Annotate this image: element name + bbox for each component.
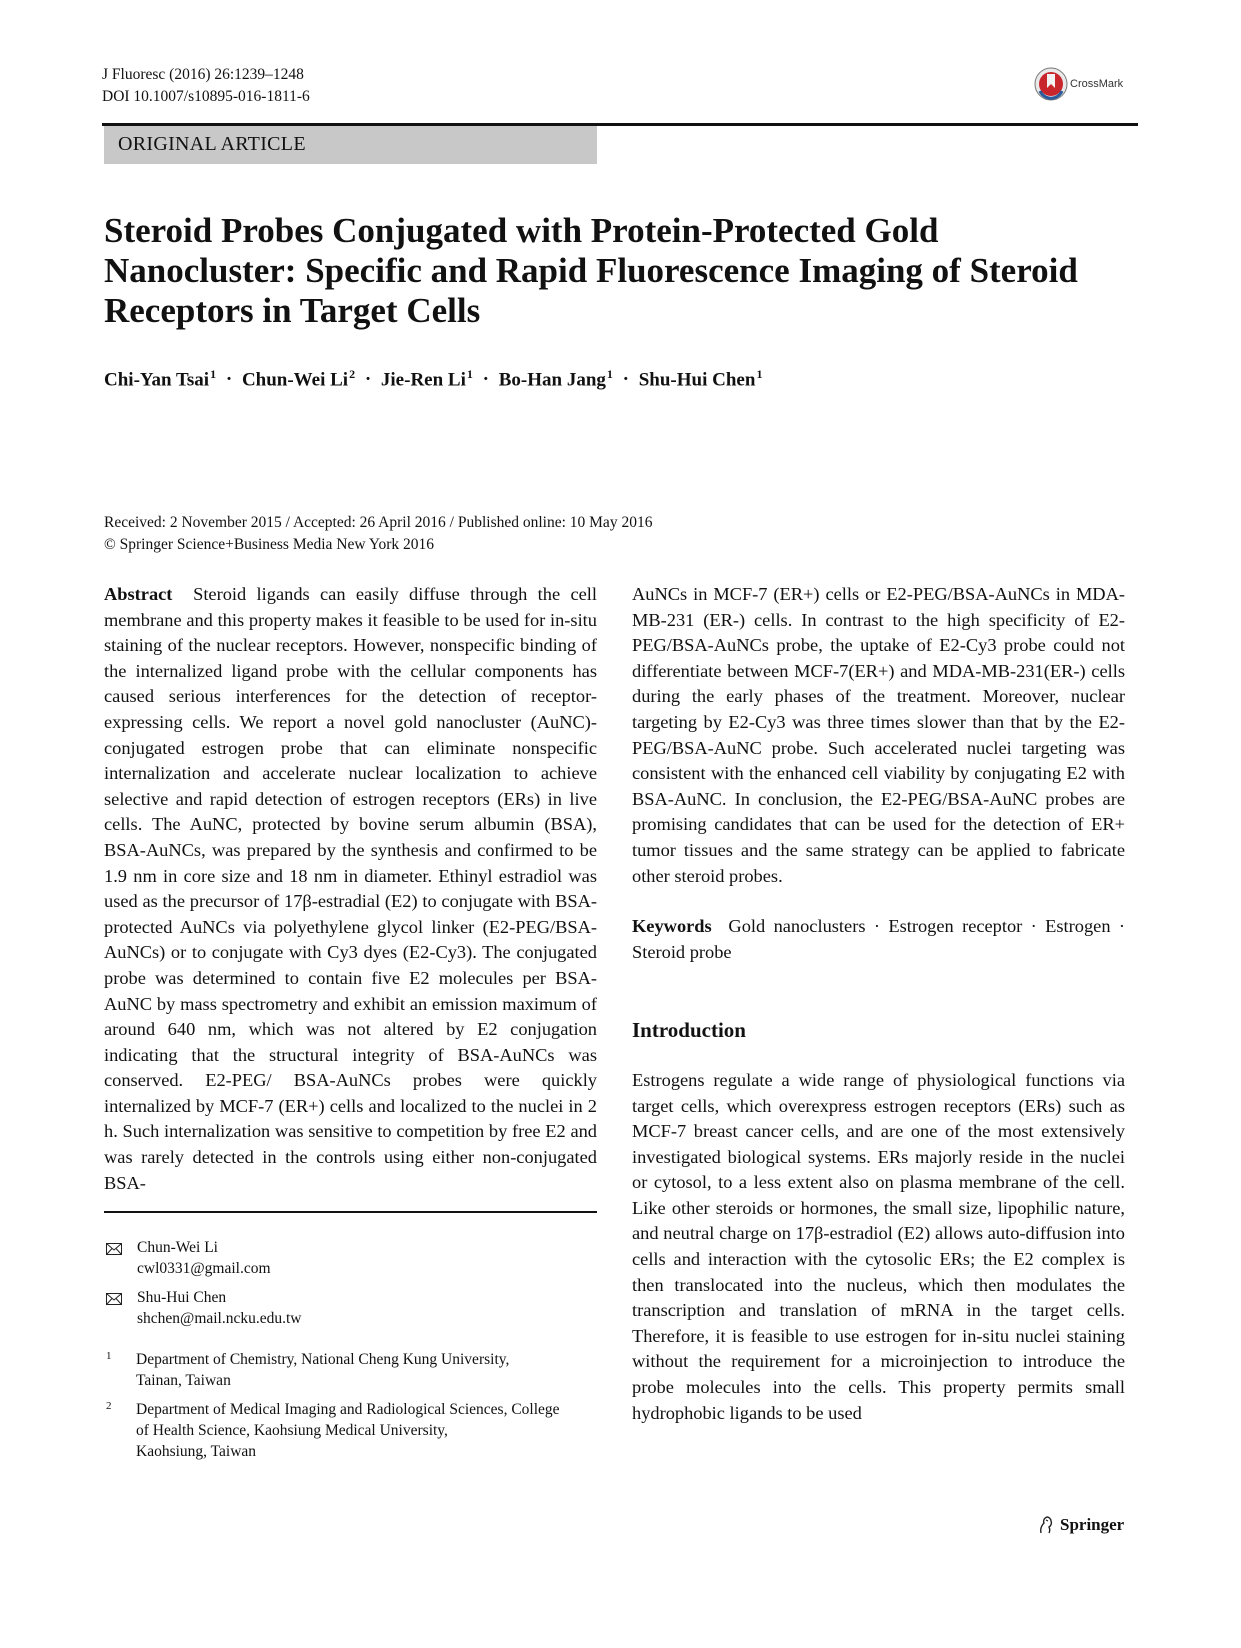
author-name[interactable]: Chun-Wei Li	[241, 369, 349, 391]
author-list	[104, 367, 762, 391]
introduction-heading: Introduction	[632, 1018, 746, 1043]
journal-citation: J Fluoresc (2016) 26:1239–1248	[102, 66, 304, 83]
journal-header	[102, 64, 310, 108]
author-affiliation-mark: 1	[466, 367, 473, 381]
affiliation-number: 2	[106, 1400, 112, 1412]
affiliation-line: Department of Chemistry, National Cheng Kung University,	[136, 1351, 510, 1368]
keywords-paragraph	[632, 914, 1125, 965]
abstract-text: Steroid ligands can easily diffuse through the cell membrane and this property makes it feasible to be used for in-situ staining of the nuclear receptors. However, nonspecific binding of the internalized ligand probe with the cellular components has caused serious interferences for the detection of receptor-expressing cells. We report a novel gold nanocluster (AuNC)-conjugated estrogen probe that can eliminate nonspecific internalization and accelerate nuclear localization to achieve selective and rapid detection of estrogen receptors (ERs) in live cells. The AuNC, protected by bovine serum albumin (BSA), BSA-AuNCs, was prepared by the synthesis and confirmed to be 1.9 nm in core size and 18 nm in diameter. Ethinyl estradiol was used as the precursor of 17β-estradial (E2) to conjugate with BSA-protected AuNCs via polyethylene glycol linker (E2-PEG/BSA-AuNCs) or to conjugate with Cy3 dyes (E2-Cy3). The conjugated probe was determined to contain five E2 molecules per BSA-AuNC by mass spectrometry and exhibit an emission maximum of around 640 nm, which was not altered by E2 conjugation indicating that the structural integrity of BSA-AuNCs was conserved. E2-PEG/ BSA-AuNCs probes were quickly internalized by MCF-7 (ER+) cells and localized to the nuclei in 2 h. Such internalization was sensitive to competition by free E2 and was rarely detected in the controls using either non-conjugated BSA-	[104, 584, 597, 1193]
abstract-heading: Abstract	[104, 584, 173, 604]
author-name[interactable]: Bo-Han Jang	[498, 369, 606, 391]
title-line: Receptors in Target Cells	[104, 291, 481, 330]
affiliation-line: Tainan, Taiwan	[136, 1372, 231, 1389]
springer-logo	[1036, 1515, 1124, 1535]
left-column	[104, 582, 597, 1196]
paper-title	[104, 211, 1134, 331]
publisher-name: Springer	[1060, 1515, 1125, 1534]
contact-name: Chun-Wei Li	[137, 1239, 218, 1256]
contact-email[interactable]: cwl0331@gmail.com	[137, 1260, 271, 1277]
springer-horse-icon	[1036, 1515, 1056, 1535]
affiliation-line: Department of Medical Imaging and Radiological Sciences, College	[136, 1401, 560, 1418]
author-separator: ·	[225, 369, 233, 391]
contact-email[interactable]: shchen@mail.ncku.edu.tw	[137, 1310, 302, 1327]
keywords-list: Gold nanoclusters · Estrogen receptor · Estrogen · Steroid probe	[632, 916, 1126, 962]
author-name[interactable]: Shu-Hui Chen	[638, 369, 756, 391]
author-name[interactable]: Chi-Yan Tsai	[104, 369, 210, 391]
title-line: Nanocluster: Specific and Rapid Fluorescence Imaging of Steroid	[104, 251, 1078, 290]
author-separator: ·	[364, 369, 372, 391]
keywords-heading: Keywords	[632, 916, 712, 937]
crossmark-label: CrossMark	[1070, 78, 1124, 90]
history-dates: Received: 2 November 2015 / Accepted: 26 April 2016 / Published online: 10 May 2016	[104, 514, 653, 531]
publication-dates	[104, 512, 652, 556]
affiliation-line: of Health Science, Kaohsiung Medical University,	[136, 1422, 448, 1439]
affiliation-line: Kaohsiung, Taiwan	[136, 1443, 257, 1460]
contact-name: Shu-Hui Chen	[137, 1289, 227, 1306]
introduction-text: Estrogens regulate a wide range of physiological functions via target cells, which overexpress estrogen receptors (ERs) such as MCF-7 breast cancer cells, and are one of the most extensively investigated biological systems. ERs majorly reside in the nuclei or cytosol, to a less extent also on plasma membrane of the cell. Like other steroids or hormones, the small size, lipophilic nature, and neutral charge on 17β-estradiol (E2) allows auto-diffusion into cells and interaction with the cytosolic ERs; the E2 complex is then translocated into the nucleus, which then modulates the transcription and translation of mRNA in the target cells. Therefore, it is feasible to use estrogen for in-situ nuclei staining without the requirement for a microinjection to introduce the probe molecules into the cells. This property permits small hydrophobic ligands to be used	[632, 1069, 1125, 1423]
envelope-icon	[106, 1287, 137, 1329]
abstract-continued: AuNCs in MCF-7 (ER+) cells or E2-PEG/BSA-AuNCs in MDA-MB-231 (ER-) cells. In contrast to the high specificity of E2-PEG/BSA-AuNCs probe, the uptake of E2-Cy3 probe could not differentiate between MCF-7(ER+) and MDA-MB-231(ER-) cells during the early phases of the treatment. Moreover, nuclear targeting by E2-Cy3 was three times slower than that by the E2-PEG/BSA-AuNC probe. Such accelerated nuclei targeting was consistent with the enhanced cell viability by conjugating E2 with BSA-AuNC. In conclusion, the E2-PEG/BSA-AuNC probes are promising candidates that can be used for the detection of ER+ tumor tissues and the same strategy can be applied to fabricate other steroid probes.	[632, 584, 1125, 886]
affiliation-entry	[106, 1399, 601, 1462]
affiliation-entry	[106, 1349, 601, 1391]
copyright-notice: © Springer Science+Business Media New York 2016	[104, 536, 435, 553]
doi[interactable]: DOI 10.1007/s10895-016-1811-6	[102, 88, 310, 105]
contact-entry	[106, 1287, 302, 1329]
footnote-rule	[104, 1211, 597, 1213]
title-line: Steroid Probes Conjugated with Protein-Protected Gold	[104, 211, 939, 250]
author-affiliation-mark: 1	[756, 367, 763, 381]
abstract-paragraph	[104, 582, 597, 1196]
contact-entry	[106, 1237, 271, 1279]
author-separator: ·	[482, 369, 489, 391]
article-type-banner: ORIGINAL ARTICLE	[104, 126, 597, 164]
author-separator: ·	[622, 369, 629, 391]
author-affiliation-mark: 2	[349, 367, 356, 381]
author-affiliation-mark: 1	[606, 367, 613, 381]
right-column	[632, 582, 1125, 1426]
crossmark-badge[interactable]	[1034, 67, 1123, 101]
author-name[interactable]: Jie-Ren Li	[380, 369, 466, 391]
crossmark-icon	[1034, 67, 1068, 101]
author-affiliation-mark: 1	[210, 367, 217, 381]
envelope-icon	[106, 1237, 137, 1279]
affiliation-number: 1	[106, 1350, 112, 1362]
